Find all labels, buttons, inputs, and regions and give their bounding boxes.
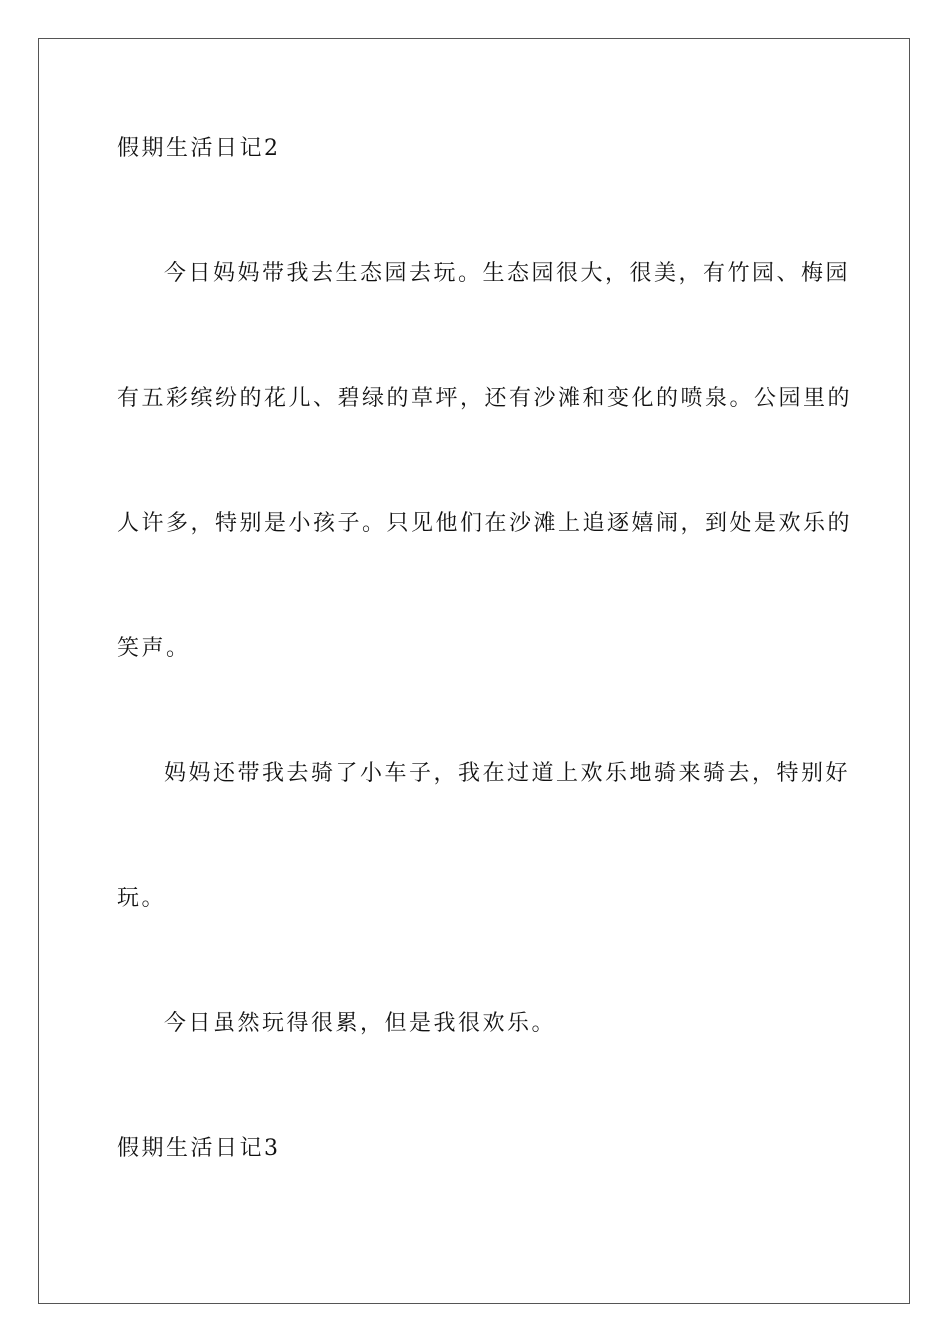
paragraph-line: 妈妈还带我去骑了小车子，我在过道上欢乐地骑来骑去，特别好	[164, 761, 851, 786]
paragraph-line: 有五彩缤纷的花儿、碧绿的草坪，还有沙滩和变化的喷泉。公园里的	[117, 386, 853, 411]
paragraph-line: 今日虽然玩得很累，但是我很欢乐。	[164, 1011, 557, 1036]
section-heading-diary-2: 假期生活日记2	[117, 136, 281, 161]
page-border	[38, 38, 910, 1304]
paragraph-line: 玩。	[117, 886, 167, 911]
paragraph-line: 人许多，特别是小孩子。只见他们在沙滩上追逐嬉闹，到处是欢乐的	[117, 511, 853, 536]
paragraph-line: 今日妈妈带我去生态园去玩。生态园很大，很美，有竹园、梅园	[164, 261, 851, 286]
paragraph-line: 笑声。	[117, 636, 191, 661]
section-heading-diary-3: 假期生活日记3	[117, 1136, 281, 1161]
